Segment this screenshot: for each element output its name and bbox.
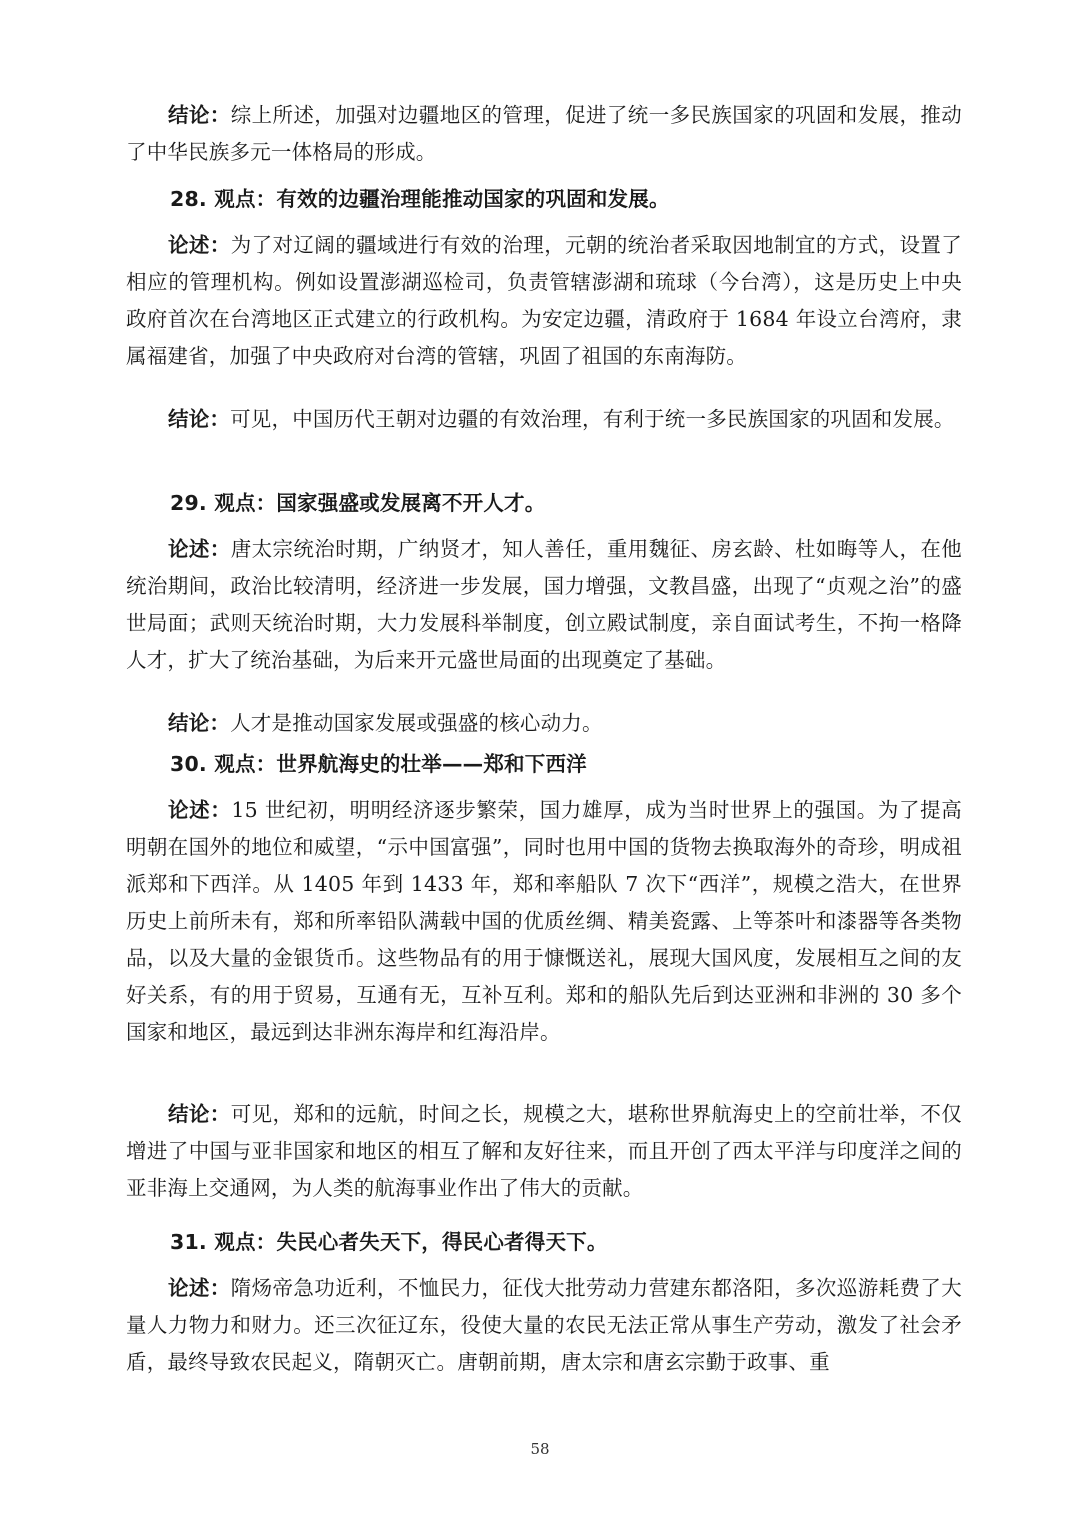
paragraph-lead: 论述： (168, 233, 231, 257)
paragraph-lead: 结论： (168, 711, 231, 735)
paragraph-lead: 论述： (168, 1276, 231, 1300)
paragraph-lead: 结论： (168, 1102, 231, 1126)
conclusion-paragraph-28 (126, 401, 962, 438)
page-number: 58 (530, 1440, 550, 1458)
argument-paragraph-31 (126, 1270, 962, 1381)
conclusion-paragraph-30 (126, 1096, 962, 1207)
paragraph-text: 可见，中国历代王朝对边疆的有效治理，有利于统一多民族国家的巩固和发展。 (230, 407, 955, 431)
paragraph-lead: 论述： (168, 798, 232, 822)
paragraph-text: 综上所述，加强对边疆地区的管理，促进了统一多民族国家的巩固和发展，推动了中华民族多元一体格局的形成。 (126, 103, 962, 164)
paragraph-lead: 结论： (168, 407, 231, 431)
argument-paragraph-30 (126, 792, 962, 1051)
argument-paragraph-28 (126, 227, 962, 375)
paragraph-text: 可见，郑和的远航，时间之长，规模之大，堪称世界航海史上的空前壮举，不仅增进了中国与亚非国家和地区的相互了解和友好往来，而且开创了西太平洋与印度洋之间的亚非海上交通网，为人类的航海事业作出了伟大的贡献。 (126, 1102, 962, 1200)
section-heading-28: 28. 观点：有效的边疆治理能推动国家的巩固和发展。 (170, 187, 670, 211)
paragraph-text: 唐太宗统治时期，广纳贤才，知人善任，重用魏征、房玄龄、杜如晦等人，在他统治期间，政治比较清明，经济进一步发展，国力增强，文教昌盛，出现了“贞观之治”的盛世局面；武则天统治时期，大力发展科举制度，创立殿试制度，亲自面试考生，不拘一格降人才，扩大了统治基础，为后来开元盛世局面的出现奠定了基础。 (126, 537, 962, 672)
conclusion-paragraph-29 (126, 705, 962, 742)
section-heading-29: 29. 观点：国家强盛或发展离不开人才。 (170, 491, 546, 515)
paragraph-text: 15 世纪初，明明经济逐步繁荣，国力雄厚，成为当时世界上的强国。为了提高明朝在国外的地位和威望，“示中国富强”，同时也用中国的货物去换取海外的奇珍，明成祖派郑和下西洋。从 1405 年到 1433 年，郑和率船队 7 次下“西洋”，规模之浩大，在世界历史上前所未有，郑和所率铅队满载中国的优质丝绸、精美瓷露、上等茶叶和漆器等各类物品，以及大量的金银货币。这些物品有的用于慷慨送礼，展现大国风度，发展相互之间的友好关系，有的用于贸易，互通有无，互补互利。郑和的船队先后到达亚洲和非洲的 30 多个国家和地区，最远到达非洲东海岸和红海沿岸。 (126, 798, 962, 1044)
section-heading-30: 30. 观点：世界航海史的壮举——郑和下西洋 (170, 752, 587, 776)
argument-paragraph-29 (126, 531, 962, 679)
paragraph-text: 人才是推动国家发展或强盛的核心动力。 (230, 711, 603, 735)
paragraph-lead: 结论： (168, 103, 231, 127)
paragraph-text: 隋炀帝急功近利，不恤民力，征伐大批劳动力营建东都洛阳，多次巡游耗费了大量人力物力和财力。还三次征辽东，役使大量的农民无法正常从事生产劳动，激发了社会矛盾，最终导致农民起义，隋朝灭亡。唐朝前期，唐太宗和唐玄宗勤于政事、重 (126, 1276, 962, 1374)
paragraph-text: 为了对辽阔的疆域进行有效的治理，元朝的统治者采取因地制宜的方式，设置了相应的管理机构。例如设置澎湖巡检司，负责管辖澎湖和琉球（今台湾），这是历史上中央政府首次在台湾地区正式建立的行政机构。为安定边疆，清政府于 1684 年设立台湾府，隶属福建省，加强了中央政府对台湾的管辖，巩固了祖国的东南海防。 (126, 233, 962, 368)
section-heading-31: 31. 观点：失民心者失天下，得民心者得天下。 (170, 1230, 608, 1254)
paragraph-lead: 论述： (168, 537, 231, 561)
conclusion-paragraph-27 (126, 97, 962, 171)
